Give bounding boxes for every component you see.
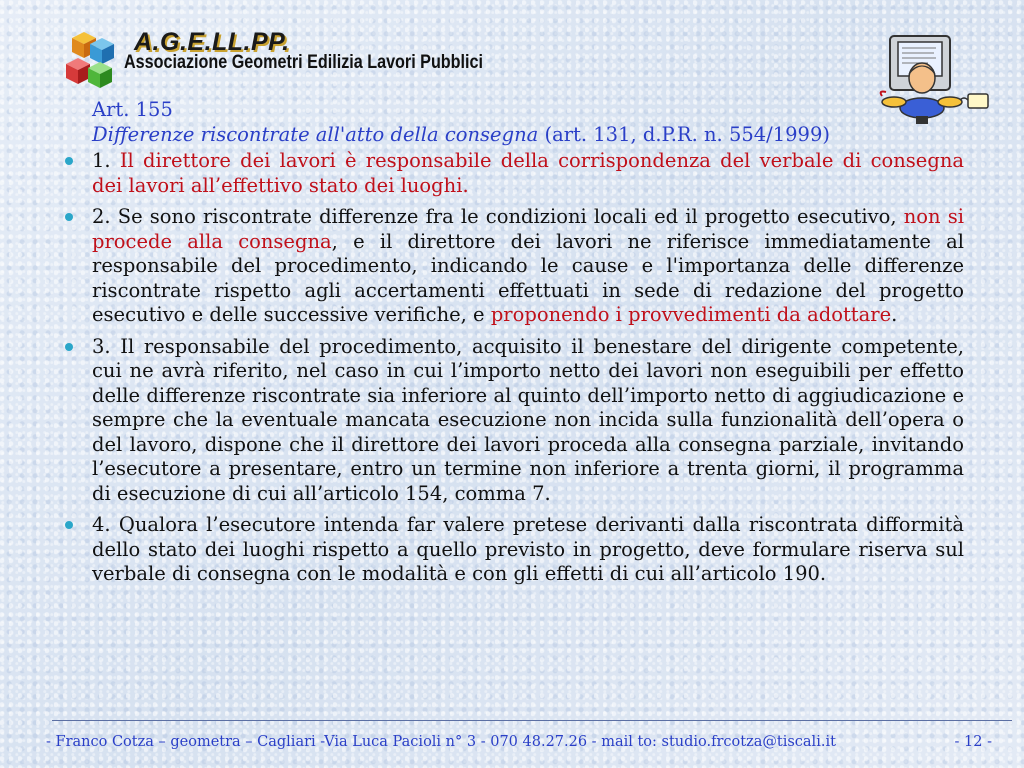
footer-divider [52,720,1012,721]
article-number: Art. 155 [92,98,173,121]
paragraph-1-prefix: 1. [92,149,120,172]
logo-subtitle: Associazione Geometri Edilizia Lavori Pubblici [124,52,483,73]
list-item [92,205,964,328]
article-title-reference: (art. 131, d.P.R. n. 554/1999) [538,122,830,146]
paragraph-2-emphasis-1: non si procede alla consegna [92,205,964,253]
paragraph-3-text: 3. Il responsabile del procedimento, acquisito il benestare del dirigente competente, cui ne avrà riferito, nel caso in cui l’importo netto dei lavori non eseguibili per effetto delle differenze riscontrate sia inferiore al quinto dell’importo netto di aggiudicazione e sempre che la eventuale mancata esecuzione non incida sulla funzionalità dell’opera o del lavoro, dispone che il direttore dei lavori proceda alla consegna parziale, invitando l’esecutore a presentare, entro un termine non inferiore a trenta giorni, il programma di esecuzione di cui all’articolo 154, comma 7. [92,334,964,505]
bullet-icon [65,521,73,529]
paragraph-2-emphasis-2: proponendo i provvedimenti da adottare [490,303,892,326]
footer [46,734,992,750]
paragraph-4-text: 4. Qualora l’esecutore intenda far valere pretese derivanti dalla riscontrata difformità dello stato dei luoghi rispetto a quello previsto in progetto, deve formulare riserva sul verbale di consegna con le modalità e con gli effetti di cui all’articolo 190. [92,513,964,585]
paragraph-2-text-b: , e il direttore dei lavori ne riferisce immediatamente al responsabile del procedimento, indicando le cause e l'importanza delle differenze riscontrate rispetto agli accertamenti effettuati in sede di redazione del progetto esecutivo e delle successive verifiche, e [92,229,964,326]
paragraph-list [92,149,964,587]
bullet-icon [65,213,73,221]
bullet-icon [65,343,73,351]
list-item [92,335,964,507]
logo-cube-icon [66,28,126,92]
article-title [92,123,964,148]
page-number: - 12 - [954,734,992,750]
paragraph-1-text: Il direttore dei lavori è responsabile della corrispondenza del verbale di consegna dei lavori all’effettivo stato dei luoghi. [92,149,964,197]
paragraph-2-text-a: 2. Se sono riscontrate differenze fra le condizioni locali ed il progetto esecutivo, [92,205,904,228]
list-item [92,149,964,198]
list-item [92,513,964,587]
paragraph-2-text-c: . [891,303,898,326]
bullet-icon [65,157,73,165]
logo-title: A.G.E.LL.PP. [134,28,290,56]
article-title-italic: Differenze riscontrate all'atto della consegna [92,122,539,146]
article-body [92,98,964,594]
footer-contact: - Franco Cotza – geometra – Cagliari -Via Luca Pacioli n° 3 - 070 48.27.26 - mail to: studio.frcotza@tiscali.it [46,734,836,750]
